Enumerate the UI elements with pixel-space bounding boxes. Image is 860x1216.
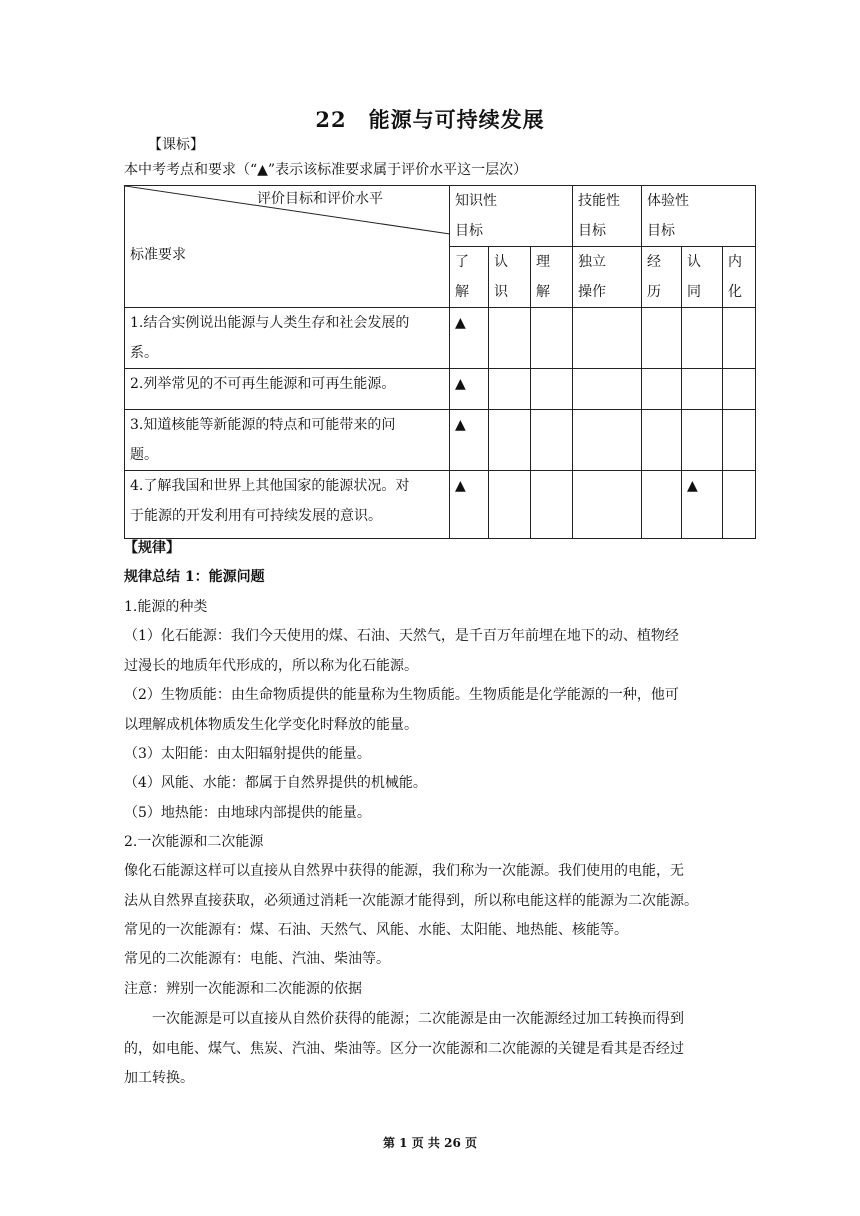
body-line: （5）地热能：由地球内部提供的能量。 <box>124 805 371 821</box>
section-kebiao: 【课标】 <box>148 137 204 153</box>
body-line: 一次能源是可以直接从自然价获得的能源；二次能源是由一次能源经过加工转换而得到 <box>124 1011 684 1027</box>
mark-cell: ▲ <box>450 308 489 369</box>
mark-cell <box>682 410 723 471</box>
body-line: 1.能源的种类 <box>124 599 208 615</box>
page-title: 22 能源与可持续发展 <box>315 107 545 132</box>
body-line: 过漫长的地质年代形成的，所以称为化石能源。 <box>124 658 418 674</box>
table-row <box>125 369 756 410</box>
mark-cell <box>531 410 573 471</box>
subcol-header-liaojie: 了 解 <box>450 247 489 308</box>
mark-cell <box>573 410 642 471</box>
group-header-experience: 体验性 目标 <box>642 186 756 247</box>
mark-cell <box>642 471 682 539</box>
subcol-header-rentong: 认 同 <box>682 247 723 308</box>
body-line: 加工转换。 <box>124 1070 194 1086</box>
subcol-header-duli-caozuo: 独立 操作 <box>573 247 642 308</box>
body-line: （2）生物质能：由生命物质提供的能量称为生物质能。生物质能是化学能源的一种，他可 <box>124 687 679 703</box>
body-line: 常见的二次能源有：电能、汽油、柴油等。 <box>124 951 390 967</box>
mark-cell <box>489 369 531 410</box>
mark-cell <box>531 369 573 410</box>
table-header-diagonal-cell <box>125 186 450 308</box>
mark-cell: ▲ <box>450 369 489 410</box>
standards-table <box>124 185 756 539</box>
requirement-cell: 3.知道核能等新能源的特点和可能带来的问 题。 <box>125 410 450 471</box>
requirement-cell: 4.了解我国和世界上其他国家的能源状况。对 于能源的开发利用有可持续发展的意识。 <box>125 471 450 539</box>
subcol-header-neihua: 内 化 <box>723 247 756 308</box>
body-line: （1）化石能源：我们今天使用的煤、石油、天然气，是千百万年前埋在地下的动、植物经 <box>124 628 679 644</box>
diag-bottom-label: 标准要求 <box>130 247 186 263</box>
subcol-header-lijie: 理 解 <box>531 247 573 308</box>
mark-cell <box>573 471 642 539</box>
mark-cell: ▲ <box>450 410 489 471</box>
mark-cell <box>573 369 642 410</box>
table-row <box>125 471 756 539</box>
mark-cell <box>723 308 756 369</box>
mark-cell <box>642 369 682 410</box>
mark-cell <box>723 369 756 410</box>
page-number: 1 <box>399 1136 408 1150</box>
body-line: 像化石能源这样可以直接从自然界中获得的能源，我们称为一次能源。我们使用的电能，无 <box>124 863 684 879</box>
mark-cell <box>682 369 723 410</box>
mark-cell <box>489 471 531 539</box>
mark-cell: ▲ <box>450 471 489 539</box>
section-guilv: 【规律】 <box>124 540 180 556</box>
mark-cell <box>531 308 573 369</box>
mark-cell: ▲ <box>682 471 723 539</box>
mark-cell <box>642 410 682 471</box>
body-line: 以理解成机体物质发生化学变化时释放的能量。 <box>124 717 418 733</box>
mark-cell <box>531 471 573 539</box>
intro-text: 本中考考点和要求（“▲”表示该标准要求属于评价水平这一层次） <box>124 162 528 178</box>
body-line: （4）风能、水能：都属于自然界提供的机械能。 <box>124 775 427 791</box>
mark-cell <box>573 308 642 369</box>
mark-cell <box>682 308 723 369</box>
table-row <box>125 410 756 471</box>
body-line: 注意：辨别一次能源和二次能源的依据 <box>124 981 362 997</box>
subcol-header-renshi: 认 识 <box>489 247 531 308</box>
requirement-cell: 1.结合实例说出能源与人类生存和社会发展的 系。 <box>125 308 450 369</box>
mark-cell <box>489 308 531 369</box>
group-header-skill: 技能性 目标 <box>573 186 642 247</box>
rule-heading: 规律总结 1：能源问题 <box>124 569 265 585</box>
body-line: （3）太阳能：由太阳辐射提供的能量。 <box>124 746 371 762</box>
mark-cell <box>723 410 756 471</box>
mark-cell <box>723 471 756 539</box>
requirement-cell: 2.列举常见的不可再生能源和可再生能源。 <box>125 369 450 410</box>
body-line: 2.一次能源和二次能源 <box>124 834 264 850</box>
page-footer: 第 1 页 共 26 页 <box>382 1136 478 1150</box>
table-row <box>125 308 756 369</box>
mark-cell <box>489 410 531 471</box>
body-line: 法从自然界直接获取，必须通过消耗一次能源才能得到，所以称电能这样的能源为二次能源。 <box>124 893 698 909</box>
group-header-knowledge: 知识性 目标 <box>450 186 573 247</box>
body-line: 的，如电能、煤气、焦炭、汽油、柴油等。区分一次能源和二次能源的关键是看其是否经过 <box>124 1041 684 1057</box>
body-line: 常见的一次能源有：煤、石油、天然气、风能、水能、太阳能、地热能、核能等。 <box>124 922 628 938</box>
subcol-header-jingli: 经 历 <box>642 247 682 308</box>
page-total: 26 <box>444 1136 461 1150</box>
mark-cell <box>642 308 682 369</box>
diag-top-label: 评价目标和评价水平 <box>257 191 383 207</box>
